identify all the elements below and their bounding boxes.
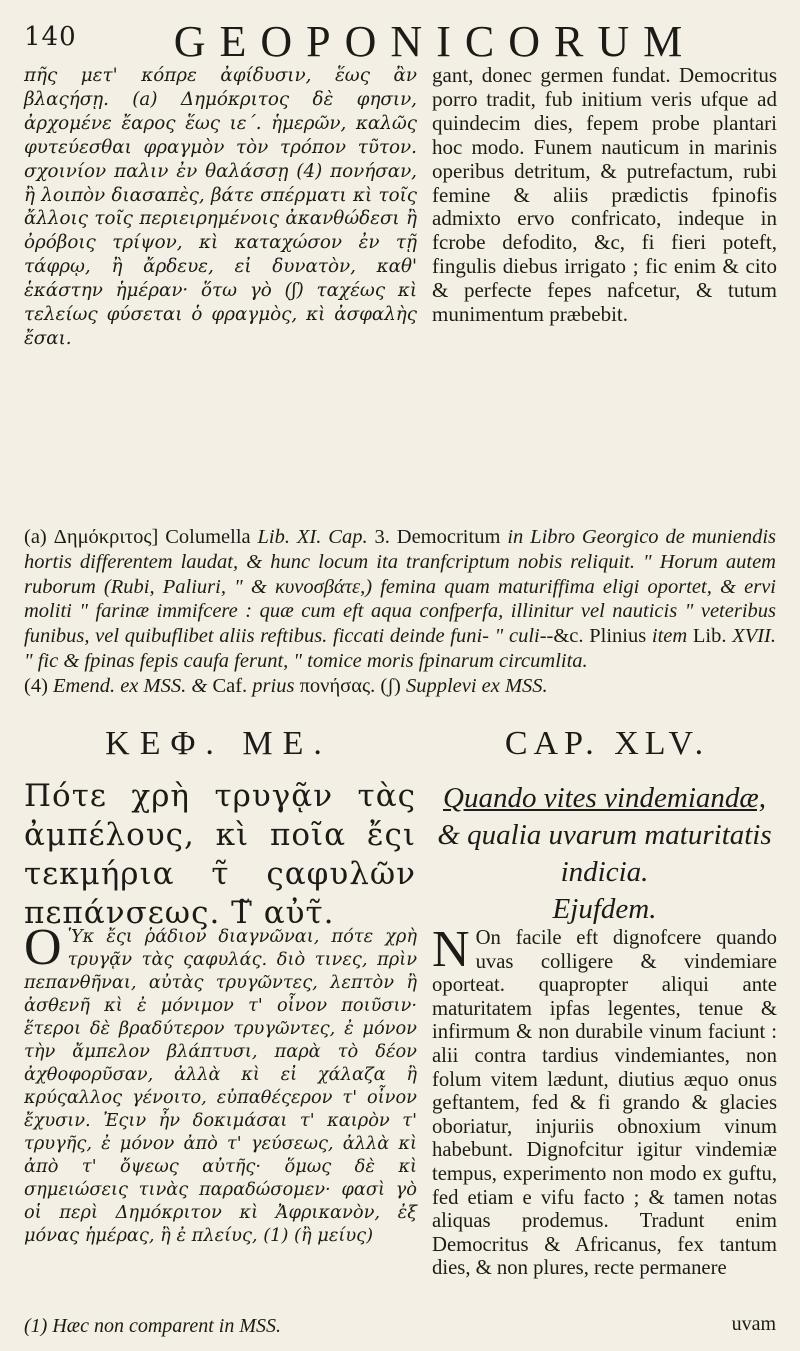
annotation-ref: Lib. XI. Cap. xyxy=(257,526,368,548)
greek-chapter-title: Πότε χρὴ τρυγᾷν τὰς ἀμπέλους, κὶ ποῖα ἔςι τεκμήρια τ̃ ςαφυλῶν πεπάνσεως. Τ̃ αὐτ̃. xyxy=(24,778,416,931)
greek-text-top xyxy=(24,64,417,351)
page-number: 140 xyxy=(24,22,77,52)
latin-chapter-body xyxy=(432,921,777,1281)
latin-chapter-heading: CAP. XLV. xyxy=(504,725,710,762)
annotation-ref: Emend. ex MSS. & xyxy=(53,674,208,697)
annotation-text: πονήσας. (ʃ) xyxy=(294,674,406,697)
footnote: (1) Hæc non comparent in MSS. xyxy=(24,1315,281,1337)
latin-text-top xyxy=(432,64,777,327)
catchword: uvam xyxy=(731,1313,776,1335)
greek-chapter-body xyxy=(24,919,417,1247)
running-title: GEOPONICORUM xyxy=(173,17,697,66)
latin-title-line: & qualia uvarum maturitatis indicia. xyxy=(437,819,772,888)
greek-paragraph: πῆς μετ' κόπρε ἀφίδυσιν, ἕως ἂν βλαςήσῃ. (a) Δημόκριτος δὲ φησιν, ἀρχομένε ἔαρος ἕως ιε΄. ἡμερῶν, καλῶς φυτεύεσθαι φραγμὸν τὸν τρόπον τῦτον. σχοινίον παλιν ἐν θαλάσσῃ (4) πονήσαν, ἢ λοιπὸν διασαπὲς, βάτε σπέρματι κὶ τοῖς ἄλλοις τοῖς περιειρημένοις ἀκανθώδεσι ἢ ὀρόβοις τρίψον, κὶ καταχώσον ἐν τῇ τάφρῳ, ἢ ἄρδευε, εἰ δυνατὸν, καθ' ἑκάστην ἡμέραν· ὅτω γὸ (ʃ) ταχέως κὶ τελείως φύσεται ὁ φραγμὸς, κὶ ἀσφαλὴς ἔσαι. xyxy=(24,65,417,349)
latin-dropcap: N xyxy=(432,921,470,978)
annotation-text: &c. Plinius xyxy=(553,625,652,648)
latin-body-text: On facile eft dignofcere quando uvas colligere & vindemiare oporteat. quapropter aliqui ante maturitatem ipfas legentes, tenue & infirmum & non durabile vinum faciunt : alii contra tardius vindemiantes, non folum vitem lædunt, diutius æquo onus geftantem, fed & fi grando & glacies oboriatur, injuriis obnoxium vinum habebunt. Dignofcitur igitur vindemiæ tempus, experimento non modo ex guftu, fed etiam e vifu facto ; & tamen notas aliquas prodemus. Tradunt enim Democritus & Africanus, fex tantum dies, & non plures, recte permanere xyxy=(432,927,777,1280)
greek-chapter-heading: ΚΕΦ. ΜΕ. xyxy=(105,725,332,762)
annotation-lead: (4) xyxy=(24,674,54,697)
annotations xyxy=(24,525,776,699)
latin-chapter-title xyxy=(432,780,777,928)
latin-title-attribution: Ejufdem. xyxy=(552,893,657,925)
page-header xyxy=(24,16,776,66)
annotation-4 xyxy=(24,674,776,699)
annotation-ref: Supplevi ex MSS. xyxy=(405,674,548,697)
annotation-ref: prius xyxy=(252,674,295,697)
annotation-lead: (a) Δημόκριτος] Columella xyxy=(24,526,258,548)
greek-dropcap: Ο xyxy=(24,919,62,976)
latin-paragraph: gant, donec germen fundat. Democritus porro tradit, fub initium veris ufque ad quindecim dies, fepem probe plantari hoc modo. Funem nauticum in marinis operibus detritum, & putrefactum, rubi femine & aliis prædictis fpinofis admixto ervo confricato, indeque in fcrobe defodito, &c, fi fieri poteft, fingulis diebus irrigato ; fic enim & cito & perfecte fepes nafcetur, & tutum munimentum præbebit. xyxy=(432,63,777,327)
annotation-a xyxy=(24,525,776,674)
annotation-text: 3. Democritum xyxy=(367,526,508,548)
annotation-ref: item xyxy=(651,625,688,648)
annotation-quote: in Libro Georgico de muniendis hortis differentem laudat, & hunc locum ita tranfcriptum nobis reliquit. " Horum autem ruborum (Rubi, Paliuri, " & κυνοσβάτε,) femina quam maturiffima eligi oportet, & ervi moliti " farinæ immifcere : quæ cum eft aqua confperfa, illinitur vel nauticis " veteribus funibus, vel quibuflibet aliis reftibus. ficcati deinde funi- " culi-- xyxy=(24,526,776,648)
annotation-text: Caf. xyxy=(207,674,253,697)
greek-body-text: Ὑκ ἔςι ῥάδιον διαγνῶναι, πότε χρὴ τρυγᾷν τὰς ςαφυλάς. διὸ τινες, πρὶν πεπανθῆναι, αὐτὰς τρυγῶντες, λεπτὸν ἢ ἀσθενῆ κὶ ἐ μόνιμον τ' οἶνον ποιῦσιν· ἕτεροι δὲ βραδύτερον τρυγῶντες, ἐ μόνον τὴν ἄμπελον βλάπτυσι, παρὰ τὸ δέον ἀχθοφορῦσαν, ἀλλὰ κὶ εἰ χάλαζα ἢ κρύςαλλος γένοιτο, εὐπαθέςερον τ' οἶνον ἔχυσιν. Ἐςιν ἦν δοκιμάσαι τ' καιρὸν τ' τρυγῆς, ἐ μόνον ἀπὸ τ' γεύσεως, ἀλλὰ κὶ ἀπὸ τ' ὄψεως αὐτῆς· ὅμως δὲ κὶ σημειώσεις τινὰς παραδώσομεν· φασὶ γὸ οἱ περὶ Δημόκριτον κὶ Ἀφρικανὸν, ἐξ μόνας ἡμέρας, ἢ ἐ πλείυς, (1) (ἢ μείυς) xyxy=(24,926,417,1246)
annotation-text: Lib. xyxy=(687,625,733,648)
annotation-quote: XVII. " fic & fpinas fepis caufa ferunt, " tomice moris fpinarum circumlita. xyxy=(24,625,776,672)
latin-title-line: Quando vites vindemiandæ, xyxy=(443,782,766,814)
